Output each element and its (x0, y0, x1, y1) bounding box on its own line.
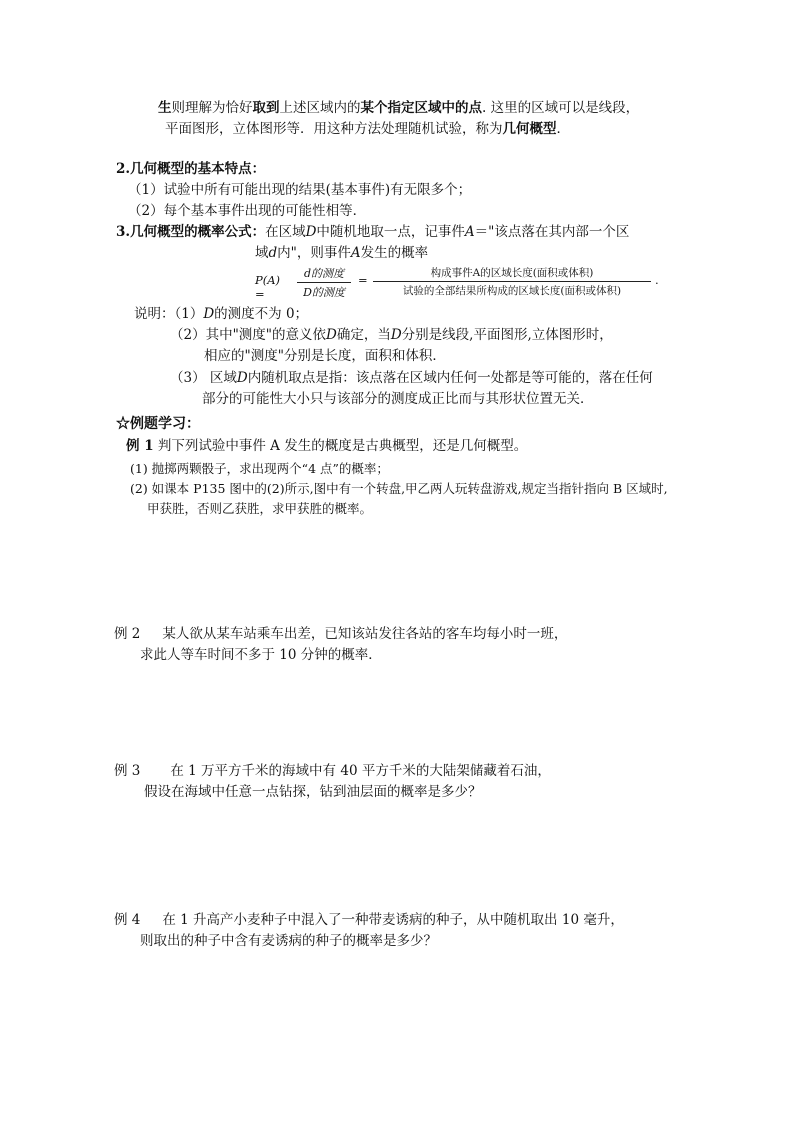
example-1-text: 判下列试验中事件 A 发生的概度是古典概型，还是几何概型。 (157, 438, 528, 454)
var-d: d (268, 245, 278, 261)
example-4 (114, 910, 624, 930)
example-2 (114, 624, 567, 644)
example-1-question-2: (2) 如课本 P135 图中的(2)所示,图中有一个转盘,甲乙两人玩转盘游戏,规定当指针指向 B 区域时, (130, 481, 668, 496)
intro-text-4: 平面图形，立体图形等．用这种方法处理随机试验，称为 (165, 121, 503, 137)
section-2-point-2: （2）每个基本事件出现的可能性相等． (128, 203, 367, 219)
intro-text-bold-3: 某个指定区域中的点 (360, 100, 482, 116)
section-3-text: 在区域 (265, 224, 306, 240)
formula-period: . (655, 273, 659, 287)
var-D: D (236, 370, 248, 386)
section-3-line-2 (255, 243, 428, 263)
example-1-label: 例 1 (126, 438, 154, 454)
section-3-line-1 (116, 222, 629, 242)
intro-text-5: ． (556, 121, 570, 137)
example-2-label: 例 2 (114, 626, 141, 642)
example-1 (126, 436, 527, 456)
example-3-text: 在 1 万平方千米的海域中有 40 平方千米的大陆架储藏着石油， (170, 763, 551, 779)
note-text: 的测度不为 0； (214, 306, 309, 322)
intro-text-1: 则理解为恰好 (171, 100, 253, 116)
section-3-text: 域 (255, 245, 269, 261)
example-3-continued: 假设在海域中任意一点钻探，钻到油层面的概率是多少？ (144, 784, 482, 800)
fraction-denominator: 试验的全部结果所构成的区域长度(面积或体积) (402, 285, 622, 297)
var-D: D (203, 306, 215, 322)
section-3-text: 中随机地取一点，记事件 (316, 224, 465, 240)
term-geometric-probability: 几何概型 (502, 121, 557, 137)
note-text: （2）其中"测度"的意义依 (170, 327, 327, 343)
example-3 (114, 761, 551, 781)
section-3-text: ＝"该点落在其内部一个区 (474, 224, 630, 240)
example-4-label: 例 4 (114, 912, 141, 928)
section-3-text: 内"，则事件 (277, 245, 351, 261)
section-2-title: 2.几何概型的基本特点： (116, 161, 266, 177)
section-2-point-1: （1）试验中所有可能出现的结果(基本事件)有无限多个； (128, 182, 472, 198)
note-text: 分别是线段,平面图形,立体图形时， (401, 327, 613, 343)
example-4-continued: 则取出的种子中含有麦诱病的种子的概率是多少？ (140, 933, 437, 949)
var-D: D (390, 327, 402, 343)
fraction-numerator: d的测度 (303, 267, 345, 280)
example-2-continued: 求此人等车时间不多于 10 分钟的概率． (140, 647, 382, 663)
intro-text-2: 上述区域内的 (279, 100, 361, 116)
note-3-continued: 部分的可能性大小只与该部分的测度成正比而与其形状位置无关． (202, 391, 594, 407)
note-1 (134, 304, 308, 324)
example-1-question-1: (1) 抛掷两颗骰子，求出现两个“4 点”的概率； (130, 461, 389, 476)
section-3-text: 发生的概率 (360, 245, 429, 261)
intro-line-1 (158, 98, 639, 118)
var-D: D (326, 327, 337, 343)
intro-text-bold-2: 取到 (252, 100, 280, 116)
fraction-region-measure (373, 265, 651, 298)
examples-title: ☆例题学习： (116, 416, 200, 432)
intro-line-2 (165, 119, 570, 139)
note-2-continued: 相应的"测度"分别是长度，面积和体积． (204, 348, 446, 364)
example-1-question-2-continued: 甲获胜，否则乙获胜，求甲获胜的概率。 (147, 501, 373, 516)
var-A: A (464, 224, 475, 240)
note-text: （3） 区域 (170, 370, 237, 386)
note-text: 确定，当 (336, 327, 391, 343)
fraction-numerator: 构成事件A的区域长度(面积或体积) (430, 267, 594, 279)
formula-equals: = (358, 273, 368, 287)
example-2-text: 某人欲从某车站乘车出差，已知该站发往各站的客车均每小时一班， (162, 626, 568, 642)
intro-text-bold-1: 生 (158, 100, 172, 116)
fraction-d-over-D (297, 265, 351, 300)
example-3-label: 例 3 (114, 763, 141, 779)
note-text: 内随机取点是指：该点落在区域内任何一处都是等可能的，落在任何 (247, 370, 653, 386)
intro-text-3: . 这里的区域可以是线段， (482, 100, 640, 116)
note-text: 说明：（1） (134, 306, 204, 322)
section-3-title: 3.几何概型的概率公式： (116, 224, 266, 240)
var-D: D (305, 224, 317, 240)
note-2 (170, 325, 613, 345)
example-4-text: 在 1 升高产小麦种子中混入了一种带麦诱病的种子，从中随机取出 10 毫升， (162, 912, 624, 928)
fraction-denominator: D的测度 (303, 286, 345, 299)
note-3 (170, 368, 653, 388)
var-A: A (350, 245, 361, 261)
formula-lhs: P(A) = (255, 273, 281, 301)
